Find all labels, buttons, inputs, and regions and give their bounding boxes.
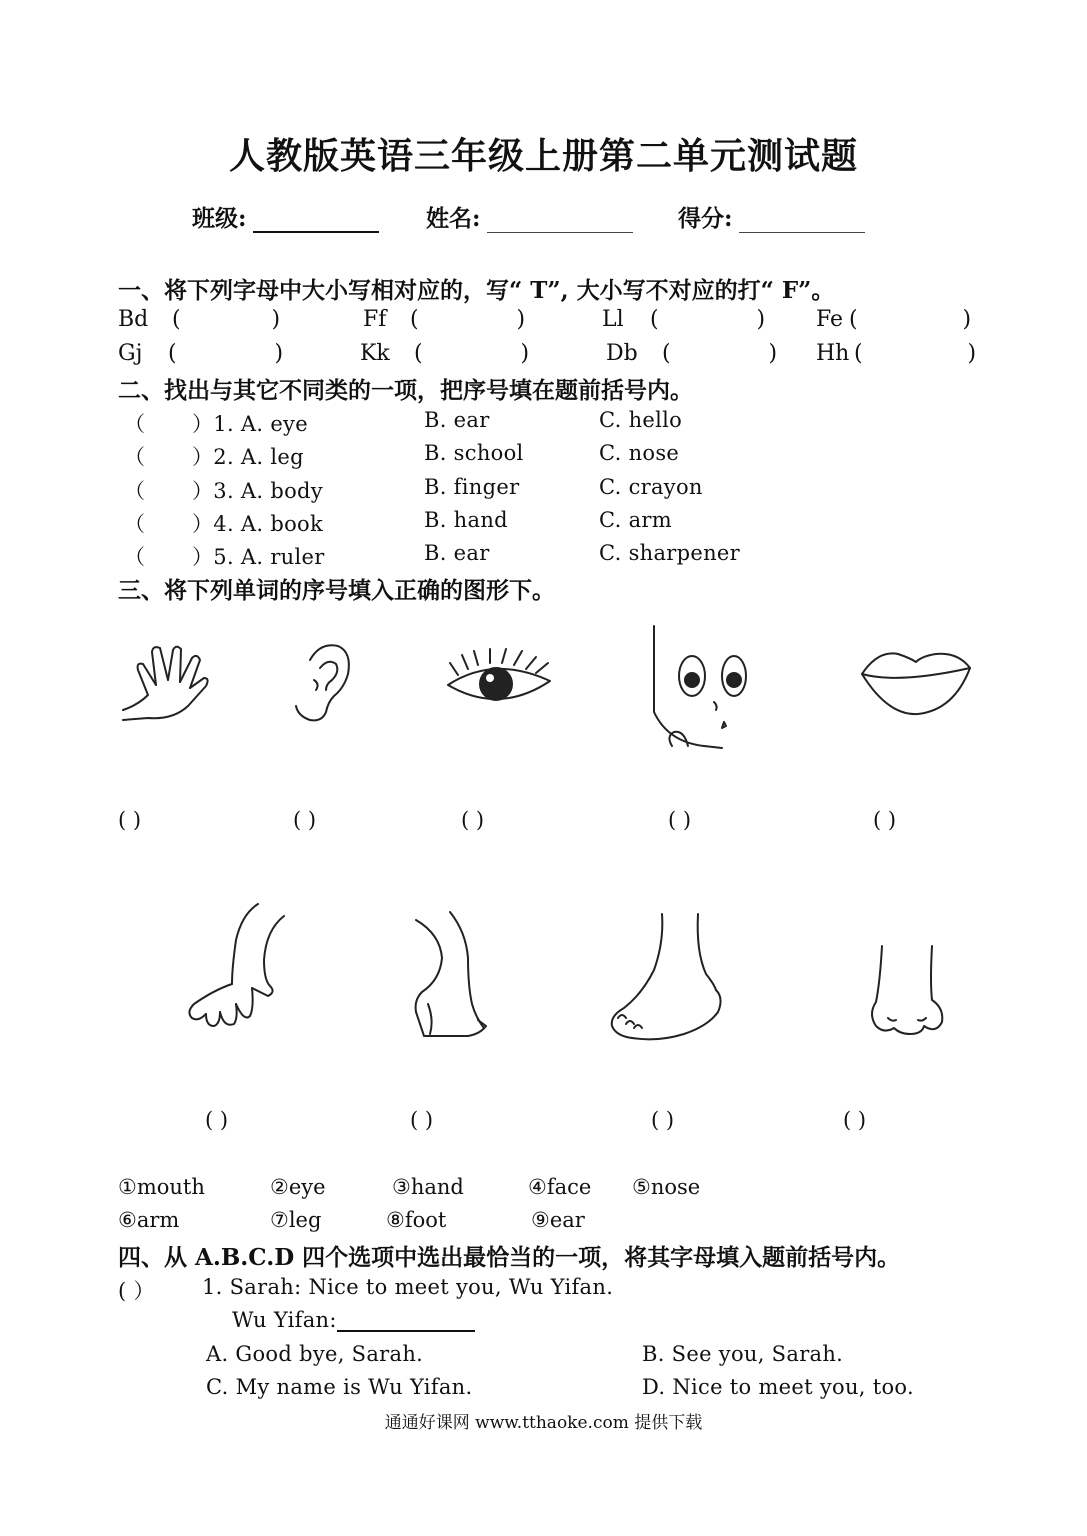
picture-answer-paren[interactable]: ( ): [668, 808, 692, 832]
name-label: 姓名:: [426, 205, 481, 232]
mouth-icon: [858, 640, 974, 720]
section2-heading: 二、找出与其它不同类的一项，把序号填在题前括号内。: [118, 377, 693, 404]
option-c: C. arm: [599, 508, 672, 532]
option-b: B. finger: [424, 475, 520, 499]
picture-answer-paren[interactable]: ( ): [293, 808, 317, 832]
option-b: B. hand: [424, 508, 508, 532]
class-blank[interactable]: [253, 209, 379, 233]
answer-paren[interactable]: ( ): [168, 341, 284, 366]
option-c: C. hello: [599, 408, 683, 432]
name-field[interactable]: [426, 200, 633, 233]
letter-pair: Kk: [360, 341, 390, 366]
picture-answer-paren[interactable]: ( ): [205, 1108, 229, 1132]
question-stem: ）5. A. ruler: [192, 545, 325, 569]
answer-paren[interactable]: ( ): [662, 341, 778, 366]
score-field[interactable]: [678, 200, 865, 233]
score-blank[interactable]: [739, 210, 865, 233]
question-answer-paren[interactable]: ( ）: [118, 1279, 155, 1303]
word-bank-item: ②eye: [270, 1175, 326, 1199]
question-open-paren[interactable]: （: [124, 412, 146, 436]
word-bank-item: ⑥arm: [118, 1208, 180, 1232]
class-label: 班级:: [192, 205, 247, 232]
page-title: 人教版英语三年级上册第二单元测试题: [228, 135, 858, 177]
word-bank-item: ③hand: [392, 1175, 464, 1199]
section1-heading: 一、将下列字母中大小写相对应的，写“ T”, 大小写不对应的打“ F”。: [118, 277, 835, 304]
reply-blank[interactable]: [337, 1310, 475, 1332]
question-open-paren[interactable]: （: [124, 479, 146, 503]
option-b: B. school: [424, 441, 524, 465]
option-b: B. ear: [424, 541, 490, 565]
question-stem: ）1. A. eye: [192, 412, 308, 436]
answer-paren[interactable]: ( ): [414, 341, 530, 366]
question-open-paren[interactable]: （: [124, 445, 146, 469]
picture-answer-paren[interactable]: ( ): [843, 1108, 867, 1132]
hand-icon: [118, 640, 213, 725]
question-open-paren[interactable]: （: [124, 512, 146, 536]
section3-heading: 三、将下列单词的序号填入正确的图形下。: [118, 577, 555, 604]
letter-pair: Ll: [602, 307, 624, 332]
picture-answer-paren[interactable]: ( ): [651, 1108, 675, 1132]
option-d: D. Nice to meet you, too.: [642, 1375, 914, 1399]
reply-field[interactable]: [232, 1308, 475, 1332]
question-stem: ）3. A. body: [192, 479, 323, 503]
word-bank-item: ⑧foot: [386, 1208, 447, 1232]
letter-pair: Db: [606, 341, 638, 366]
option-c: C. nose: [599, 441, 680, 465]
answer-paren[interactable]: ( ): [172, 307, 281, 332]
foot-icon: [606, 912, 724, 1042]
ear-icon: [290, 640, 356, 725]
eye-icon: [444, 645, 556, 720]
letter-pair: Hh: [816, 341, 850, 366]
option-c: C. crayon: [599, 475, 703, 499]
letter-pair: Ff: [363, 307, 387, 332]
option-c: C. My name is Wu Yifan.: [206, 1375, 473, 1399]
answer-paren[interactable]: ( ): [650, 307, 766, 332]
word-bank-item: ⑤nose: [632, 1175, 701, 1199]
question-text: 1. Sarah: Nice to meet you, Wu Yifan.: [202, 1275, 614, 1299]
class-field[interactable]: [192, 200, 379, 233]
face-icon: [648, 622, 758, 752]
question-stem: ）4. A. book: [192, 512, 323, 536]
leg-icon: [406, 908, 501, 1043]
letter-pair: Fe: [816, 307, 844, 332]
word-bank-item: ④face: [528, 1175, 592, 1199]
picture-answer-paren[interactable]: ( ): [461, 808, 485, 832]
answer-paren[interactable]: ( ): [849, 307, 972, 332]
section4-heading: 四、从 A.B.C.D 四个选项中选出最恰当的一项，将其字母填入题前括号内。: [118, 1244, 901, 1271]
score-label: 得分:: [678, 205, 733, 232]
letter-pair: Gj: [118, 341, 143, 366]
question-open-paren[interactable]: （: [124, 545, 146, 569]
word-bank-item: ①mouth: [118, 1175, 205, 1199]
picture-answer-paren[interactable]: ( ): [873, 808, 897, 832]
word-bank-item: ⑨ear: [531, 1208, 585, 1232]
answer-paren[interactable]: ( ): [410, 307, 526, 332]
word-bank-item: ⑦leg: [270, 1208, 322, 1232]
name-blank[interactable]: [487, 210, 633, 233]
option-b: B. See you, Sarah.: [642, 1342, 844, 1366]
picture-answer-paren[interactable]: ( ): [118, 808, 142, 832]
question-stem: ）2. A. leg: [192, 445, 304, 469]
arm-icon: [184, 900, 289, 1035]
answer-paren[interactable]: ( ): [854, 341, 977, 366]
reply-label: Wu Yifan:: [232, 1308, 337, 1332]
option-a: A. Good bye, Sarah.: [206, 1342, 424, 1366]
nose-icon: [866, 942, 946, 1040]
option-b: B. ear: [424, 408, 490, 432]
picture-answer-paren[interactable]: ( ): [410, 1108, 434, 1132]
footer-credit: 通通好课网 www.tthaoke.com 提供下载: [384, 1413, 703, 1433]
option-c: C. sharpener: [599, 541, 740, 565]
letter-pair: Bd: [118, 307, 149, 332]
